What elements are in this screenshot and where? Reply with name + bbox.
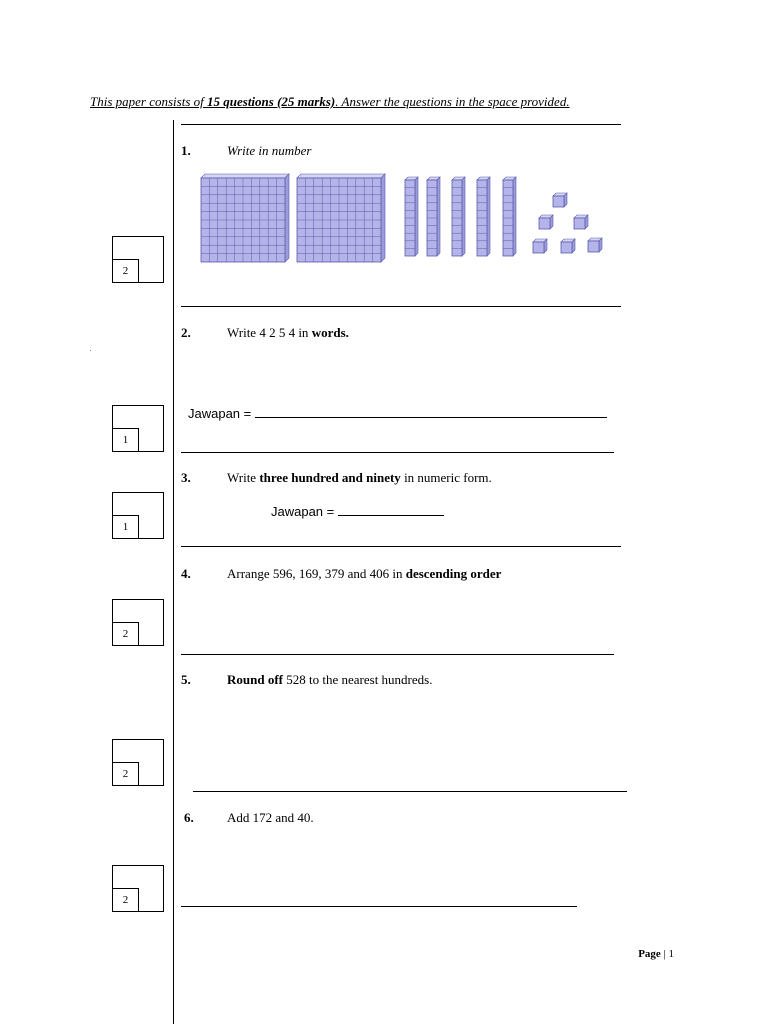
margin-line xyxy=(173,120,174,1024)
separator-q5 xyxy=(193,791,627,792)
question-3-answer xyxy=(271,503,444,519)
separator-q1 xyxy=(181,306,621,307)
q6-text-pre: Add 172 and 40. xyxy=(227,810,314,825)
one-cube-block xyxy=(588,238,602,252)
separator-q6 xyxy=(181,906,577,907)
q2-text-bold: words. xyxy=(311,325,349,340)
instructions-bold: 15 questions (25 marks) xyxy=(207,94,336,109)
footer-page-number: 1 xyxy=(668,948,674,960)
marks-value-q1: 2 xyxy=(112,259,139,283)
q5-text-post: 528 to the nearest hundreds. xyxy=(283,672,433,687)
ten-rod-block xyxy=(503,177,516,256)
question-2-text xyxy=(227,325,349,341)
q5-text-bold: Round off xyxy=(227,672,283,687)
ten-rod-block xyxy=(405,177,418,256)
separator-q2 xyxy=(181,452,614,453)
page-footer xyxy=(638,948,674,960)
marks-box-q5 xyxy=(112,739,164,786)
q3-text-pre: Write xyxy=(227,470,260,485)
ten-rod-block xyxy=(452,177,465,256)
question-2-number: 2. xyxy=(181,325,191,340)
question-4-number: 4. xyxy=(181,566,191,581)
hundred-flat-block xyxy=(201,174,289,262)
instructions-part2: . Answer the questions in the space provided. xyxy=(335,94,570,109)
marks-value-q6: 2 xyxy=(112,888,139,912)
question-6-number: 6. xyxy=(184,810,194,825)
one-cube-block xyxy=(539,215,553,229)
question-6-text xyxy=(227,810,314,826)
footer-separator: | xyxy=(660,948,669,960)
q4-text-bold: descending order xyxy=(405,566,502,581)
q3-answer-line[interactable] xyxy=(338,503,444,516)
q3-answer-label: Jawapan = xyxy=(271,504,338,519)
question-4-text xyxy=(227,566,501,582)
marks-box-q1 xyxy=(112,236,164,283)
marks-box-q6 xyxy=(112,865,164,912)
q2-text-pre: Write 4 2 5 4 in xyxy=(227,325,312,340)
marks-box-q2 xyxy=(112,405,164,452)
question-2-answer xyxy=(188,405,607,421)
ten-rod-block xyxy=(477,177,490,256)
q2-answer-line[interactable] xyxy=(255,405,607,418)
one-cube-block xyxy=(574,215,588,229)
base-ten-blocks-figure xyxy=(195,172,615,264)
q4-text-pre: Arrange 596, 169, 379 and 406 in xyxy=(227,566,406,581)
marks-value-q4: 2 xyxy=(112,622,139,646)
question-3-text xyxy=(227,470,492,486)
question-5-text xyxy=(227,672,432,688)
footer-label: Page xyxy=(638,948,661,960)
question-1-number: 1. xyxy=(181,143,191,158)
paper-instructions xyxy=(90,94,570,110)
q3-text-post: in numeric form. xyxy=(400,470,492,485)
marks-box-q4 xyxy=(112,599,164,646)
instructions-part1: This paper consists of xyxy=(90,94,208,109)
stray-dot xyxy=(90,350,91,351)
q3-text-bold: three hundred and ninety xyxy=(259,470,401,485)
hundred-flat-block xyxy=(297,174,385,262)
separator-q4 xyxy=(181,654,614,655)
one-cube-block xyxy=(553,193,567,207)
question-1-text: Write in number xyxy=(227,143,312,158)
ten-rod-block xyxy=(427,177,440,256)
question-3-number: 3. xyxy=(181,470,191,485)
separator-q3 xyxy=(181,546,621,547)
marks-box-q3 xyxy=(112,492,164,539)
marks-value-q5: 2 xyxy=(112,762,139,786)
marks-value-q2: 1 xyxy=(112,428,139,452)
question-5-number: 5. xyxy=(181,672,191,687)
one-cube-block xyxy=(533,239,547,253)
q2-answer-label: Jawapan = xyxy=(188,406,255,421)
one-cube-block xyxy=(561,239,575,253)
marks-value-q3: 1 xyxy=(112,515,139,539)
separator-top xyxy=(181,124,621,125)
